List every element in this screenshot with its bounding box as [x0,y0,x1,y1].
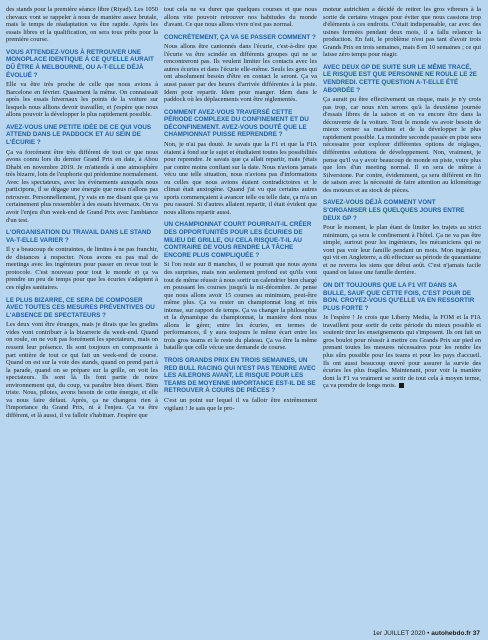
interview-answer: Ça va forcément être très différent de tout ce que nous avons connu lors du dernier Grand Prix en date, à Abou Dhabi en novembre 2019. Je m'attends à une atmosphère très bizarre, loin de l'euphorie qui prédomine normalement. Avec les spectateurs, avec les événements auxquels nous participons, il se dégage une énergie que nous n'allons pas retrouver. Personnellement, j'y vais en me disant que ça va certainement plus ressembler à des essais hivernaux. On va avoir l'enjeu d'un week-end de Grand Prix avec l'ambiance d'un test. [6,148,158,224]
article-end-mark [399,383,404,388]
interview-answer: des stands pour la première séance libre (Riyad). Les 1050 chevaux vont se rappeler à nous de manière assez brutale, mais le temps de réadaptation va être rapide. Après les essais libres et la qualification, on sera tous prêts pour la première course. [6,6,158,44]
qa-block [6,124,158,224]
interview-answer: Ça aurait pu être effectivement un risque, mais je n'y crois pas trop, car nous n'en serons qu'à la deuxième journée d'essais libres de la saison et on va encore être dans la découverte de la voiture. Tout le monde va avoir besoin de mieux cerner sa machine et de la développer le plus rapidement possible. La moindre seconde passée en piste sera nécessaire pour explorer différentes options de réglages, différentes solutions de développement. Non, vraiment, je pense qu'il va y avoir beaucoup de monde en piste, voire plus que lors d'un meeting normal. Il en sera de même à Silverstone. Par contre, évidemment, ça sera différent en fin de saison avec la nécessité de faire attention au kilométrage des moteurs et au stock de pièces. [323,96,481,194]
text-column-1 [6,6,158,622]
text-column-2 [164,6,317,622]
qa-block [164,34,317,104]
qa-block [164,221,317,352]
interview-answer: Il y a beaucoup de contraintes, de limites à ne pas franchir, de distances à respecter. Nous avons eu pas mal de meetings avec les ingénieurs pour passer en revue tout le protocole. C'est nouveau pour tout le monde et ça va prendre un peu de temps pour que les écuries s'adaptent à ces règles sanitaires. [6,246,158,292]
interview-answer: tout cela ne va durer que quelques courses et que nous allons vite pouvoir retrouver nos habitudes du monde d'avant. Ce que nous allons vivre n'est pas normal. [164,6,317,29]
interview-question: AVEC DEUX GP DE SUITE SUR LE MÊME TRACÉ, LE RISQUE EST QUE PERSONNE NE ROULE LE 2E VENDREDI. CETTE QUESTION A-T-ELLE ÉTÉ ABORDÉE ? [323,63,477,94]
qa-block [323,64,481,194]
interview-question: SAVEZ-VOUS DÉJÀ COMMENT VONT S'ORGANISER LES QUELQUES JOURS ENTRE DEUX GP ? [323,199,465,222]
interview-answer: moteur autrichien a décidé de retirer les gros vibreurs à la sortie de certains virages pour éviter que nous cassions trop d'éléments à ces endroits. C'était indispensable, car avec des usines fermées pendant deux mois, il a fallu relancer la production. En fait, le problème n'est pas tant d'avoir trois Grands Prix en trois semaines, mais 8 en 10 semaines ; ce qui laisse zéro temps pour réagir. [323,6,481,59]
text-column-3 [323,6,481,622]
qa-block [323,282,481,390]
interview-answer: Nous allons être cantonnés dans l'écurie, c'est-à-dire que l'écurie va être scindée en différents groupes qui ne se rencontreront pas. Ils veulent limiter les contacts avec les autres écuries et dans l'écurie elle-même. Seuls les gens qui ont absolument besoin d'être en contact le seront. Ça va aussi passer par des heures d'arrivée différentes à la piste. Idem pour repartir. Idem pour manger. Idem dans le paddock où les déplacements vont être réglementés. [164,43,317,104]
interview-question: VOUS ATTENDEZ-VOUS À RETROUVER UNE MONOPLACE IDENTIQUE À CE QU'ELLE AURAIT DÛ ÊTRE À MELBOURNE, OU A-T-ELLE DÉJÀ ÉVOLUÉ ? [6,48,154,79]
interview-question: COMMENT AVEZ-VOUS TRAVERSÉ CETTE PÉRIODE COMPLEXE DU CONFINEMENT ET DU DÉCONFINEMENT. AVEZ-VOUS DOUTÉ QUE LE CHAMPIONNAT PUISSE REPRENDRE ? [164,108,309,139]
qa-block [6,297,158,420]
interview-question: LE PLUS BIZARRE, CE SERA DE COMPOSER AVEC TOUTES CES MESURES PRÉVENTIVES OU L'ABSENCE DE SPECTATEURS ? [6,296,155,319]
interview-answer: Elle va être très proche de celle que nous avions à Barcelone en février. Quasiment la même. On connaissait après les essais hivernaux les points de la voiture sur lesquels nous allions devoir travailler, et j'espère que nous allons pouvoir la développer le plus rapidement possible. [6,81,158,119]
interview-question: L'ORGANISATION DU TRAVAIL DANS LE STAND VA-T-ELLE VARIER ? [6,229,152,244]
interview-question: CONCRÈTEMENT, ÇA VA SE PASSER COMMENT ? [164,33,316,41]
qa-block [164,357,317,412]
interview-question: TROIS GRANDS PRIX EN TROIS SEMAINES, UN RED BULL RACING QUI N'EST PAS TENDRE AVEC LES AILERONS AVANT, LE RISQUE POUR LES TEAMS DE MOYENNE IMPORTANCE EST-IL DE SE RETROUVER À COURS DE PIÈCES ? [164,356,316,395]
qa-block [323,6,481,59]
interview-answer: Pour le moment, le plan étant de limiter les trajets au strict minimum, ça sera le confinement à l'hôtel. Ça ne va pas être simple, surtout pour les ingénieurs, les mécaniciens qui ne vont pas voir leur famille pendant un mois. Mon ingénieur, qui vit en Angleterre, a dû effectuer sa période de quarantaine et ne reverra les siens que début août. C'est n'jamais facile quand on laisse une famille derrière. [323,224,481,277]
interview-answer: C'est un point sur lequel il va falloir être extrêmement vigilant ! Je sais que le pro- [164,396,317,412]
issue-date: 1er JUILLET 2020 [372,630,426,637]
page-footer [373,630,480,637]
qa-block [6,49,158,119]
interview-answer: Si l'on reste sur 8 manches, il se pourrait que nous ayons des surprises, mais non seulement profond est qu'ils vont tout de même réussir à nous sortir un calendrier bien chargé en poussant les courses jusqu'à la mi-décembre. Je pense que nous allons avoir 15 courses au minimum, peut-être même plus. Ça va rester un championnat long et très intense, sur rapport de temps. Ça va changer la philosophie et la dynamique du championnat, la manière dont nous allons le gérer, entre les écuries, en termes de performances, il y aura toujours le même écart entre les trois gros teams et le reste du plateau. Ça va être la même bataille que celle vécue une demande de course. [164,261,317,352]
page-number: 37 [472,630,480,637]
interview-answer: Je l'espère ! Je crois que Liberty Media, la FOM et la FIA travaillent pour sortir de cette période du mieux possible et soutenir tirer les enseignements qui s'imposent. Ils ont fait un gros boulot pour réussir à mettre ces Grands Prix sur pied en prenant toutes les mesures nécessaires pour les rendre les plus sûrs possible pour les teams et pour les pays d'accueil. Ils ont aussi beaucoup œuvré pour assurer la survie des écuries les plus fragiles. Maintenant, pour voir la manière dont la F1 va vraiment se sortir de tout cela à moyen terme, ça va prendre de longs mois. [323,314,481,390]
interview-answer: Les deux vont être étranges, mais je dirais que les gradins vides vont contribuer à la bizarrerie du week-end. Quand on roule, on ne voit pas forcément les spectateurs, mais on ressent leur présence. Ils sont toujours en composante à part entière de tout ce qui fait un week-end de course. Quand on est sur la voie des stands, quand on prend part à la parade, quand on se prépare sur la grille, on voit les spectateurs. Ils sont là. Ils font partie de notre environnement qui, du coup, va paraître bien désert. Bien triste. Nous, pilotes, avons besoin de cette énergie, et elle va nous faire défaut. Après, ça ne changera rien à l'importance du Grand Prix, ni à l'enjeu. Ça va être différent, et là aussi, il va falloir s'habituer. J'espère que [6,321,158,419]
interview-question: ON DIT TOUJOURS QUE LA F1 VIT DANS SA BULLE, SAUF QUE CETTE FOIS, C'EST POUR DE BON. CROYEZ-VOUS QU'ELLE VA EN RESSORTIR PLUS FORTE ? [323,281,475,312]
interview-answer: Non, je n'ai pas douté. Je savais que la F1 et que la FIA étaient à fond sur le sujet et étudiaient toutes les possibilités pour reprendre. Je savais que ça allait repartir, mais j'étais par contre moins confiant sur la date. Nous n'avions jamais vécu une telle situation, nous n'avions pas d'informations ou celles que nous avions étaient contradictoires et le climat était anxiogène. Quand j'ai vu que certains autres sports commençaient à avancer telle ou telle date, ça m'a un peu rassuré. Si d'autres allaient repartir, il était évident que nous allions repartir aussi. [164,140,317,216]
qa-block [164,109,317,217]
website: autohebdo.fr [431,630,471,637]
qa-block [164,6,317,29]
qa-block [6,6,158,44]
footer-separator: • [427,630,432,637]
interview-question: AVEZ-VOUS UNE PETITE IDÉE DE CE QUI VOUS ATTEND DANS LE PADDOCK ET AU SEIN DE L'ÉCURIE ? [6,123,152,147]
interview-question: UN CHAMPIONNAT COURT POURRAIT-IL CRÉER DES OPPORTUNITÉS POUR LES ÉCURIES DE MILIEU DE GRILLE, OU CELA RISQUE-T-IL AU CONTRAIRE DE VOUS RENDRE LA TÂCHE ENCORE PLUS COMPLIQUÉE ? [164,221,312,259]
qa-block [6,229,158,291]
qa-block [323,199,481,277]
